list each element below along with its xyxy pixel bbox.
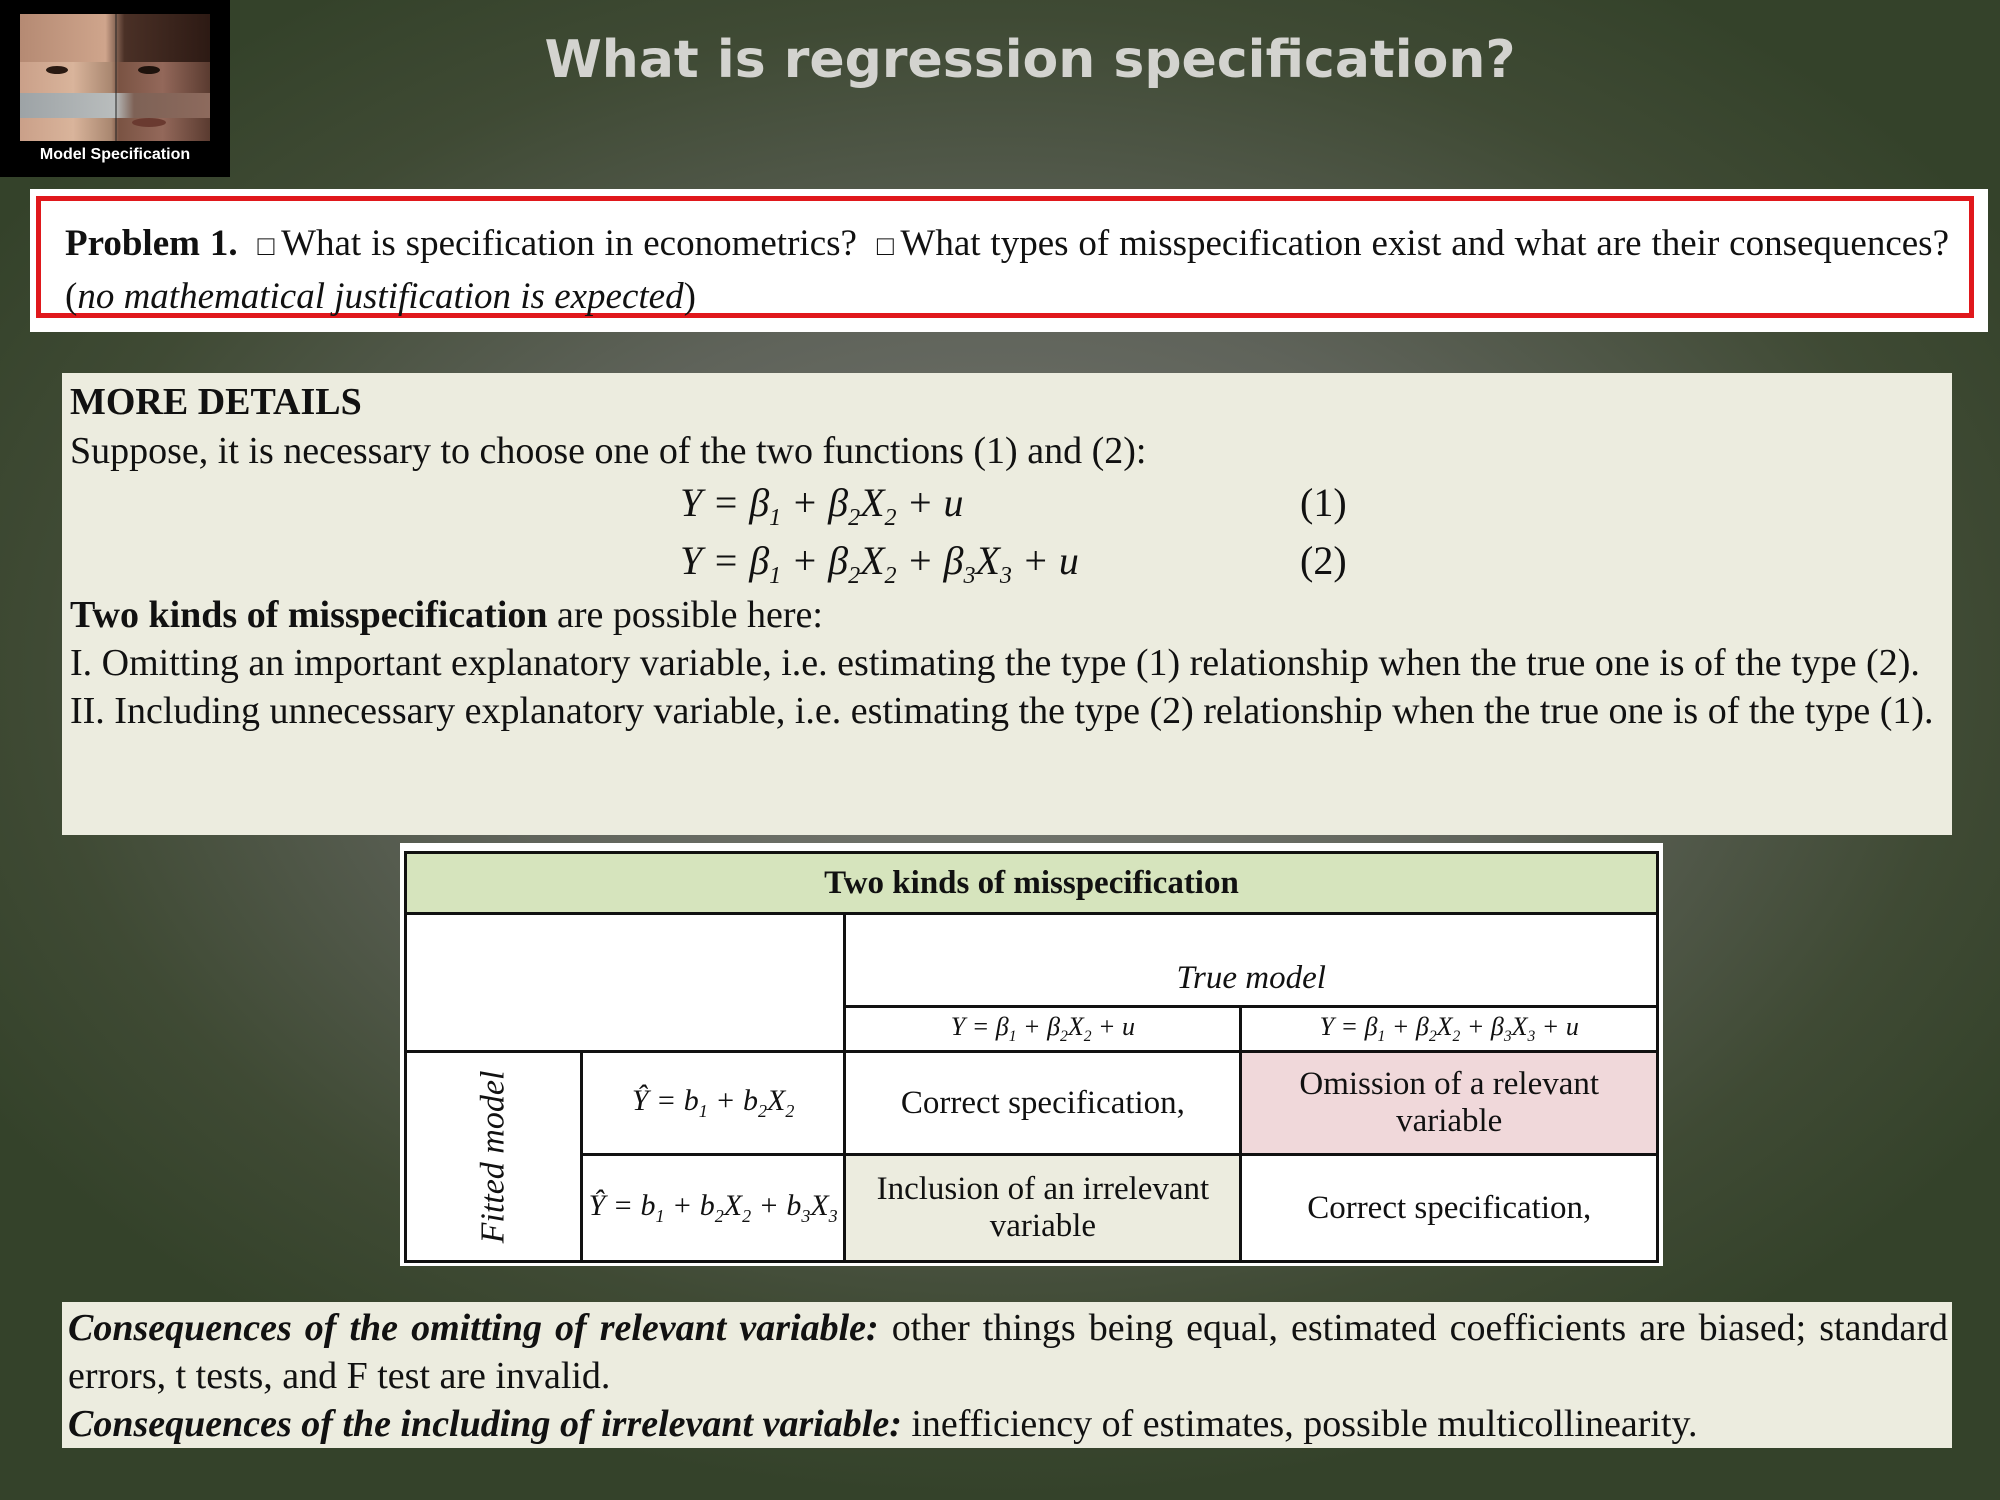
logo [0, 0, 230, 177]
problem-label: Problem 1. [65, 223, 238, 264]
true-model-1: $Y = \beta_1 + \beta_2X_2 + u$ [845, 1007, 1241, 1052]
logo-caption: Model Specification [39, 146, 191, 163]
consequence-including-text: inefficiency of estimates, possible multicollinearity. [911, 1403, 1698, 1445]
details-intro: Suppose, it is necessary to choose one of the two functions (1) and (2): [70, 430, 1147, 472]
true-model-header: True model [845, 914, 1658, 1007]
cell-inclusion: Inclusion of an irrelevant variable [845, 1155, 1241, 1262]
more-details-box [62, 373, 1952, 835]
details-heading: MORE DETAILS [70, 381, 362, 423]
faces-collage-image [20, 14, 210, 141]
table-title: Two kinds of misspecification [406, 853, 1658, 914]
problem-question-1: What is specification in econometrics? [281, 223, 857, 264]
kinds-line: Two kinds of misspecification are possible here: [70, 594, 823, 636]
problem-statement: Problem 1. □ What is specification in econometrics? □ What types of misspecification exist and what are their consequences? (no mathematical justification is expected) [36, 196, 1974, 318]
slide-title: What is regression specification? [544, 30, 1516, 90]
problem-question-2: What types of misspecification exist and what are their consequences? [900, 223, 1950, 264]
consequence-omitting-label: Consequences of the omitting of relevant variable: [68, 1307, 879, 1349]
cell-omission: Omission of a relevant variable [1241, 1052, 1658, 1155]
misspecification-table [404, 851, 1659, 1263]
consequence-omitting-text: other things being equal, estimated coefficients are biased; standard errors, t tests, and F test are invalid. [68, 1307, 1948, 1397]
true-model-2: $Y = \beta_1 + \beta_2X_2 + \beta_3X_3 + u$ [1241, 1007, 1658, 1052]
misspec-item-2: II. Including unnecessary explanatory variable, i.e. estimating the type (2) relationship when the true one is of the type (1). [70, 690, 1934, 732]
cell-correct-spec-2: Correct specification, [1241, 1155, 1658, 1262]
equation-2-number: (2) [1300, 538, 1347, 583]
equation-1-number: (1) [1300, 480, 1347, 525]
checkbox-icon: □ [257, 231, 276, 262]
fitted-model-2: Ŷ = $b_1 + b_2X_2 + b_3X_3$ [581, 1155, 845, 1262]
table-corner [406, 914, 845, 1052]
cell-correct-spec-1: Correct specification, [845, 1052, 1241, 1155]
equation-2: $Y = \beta_1 + \beta_2X_2 + \beta_3X_3 + u$ (2) [680, 538, 1347, 589]
fitted-model-1: Ŷ = $b_1 + b_2X_2$ [581, 1052, 845, 1155]
checkbox-icon: □ [876, 231, 895, 262]
misspec-item-1: I. Omitting an important explanatory variable, i.e. estimating the type (1) relationship when the true one is of the type (2). [70, 642, 1920, 684]
fitted-model-header: Fitted model [406, 1052, 582, 1262]
consequences-box [62, 1302, 1952, 1448]
consequence-including-label: Consequences of the including of irrelevant variable: [68, 1403, 902, 1445]
problem-note: no mathematical justification is expected [77, 276, 684, 317]
equation-1: $Y = \beta_1 + \beta_2X_2 + u$ (1) [680, 480, 1347, 531]
